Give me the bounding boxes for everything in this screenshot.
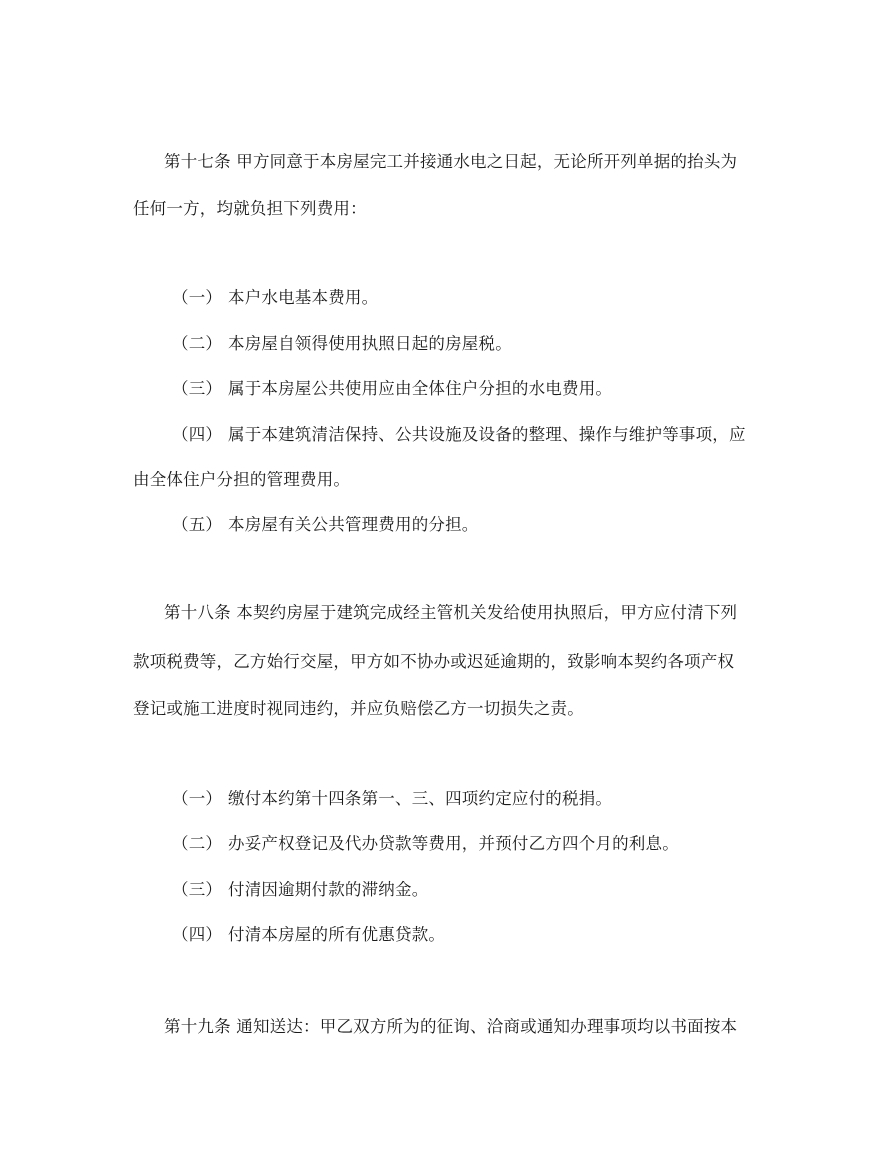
item-number: （一）	[172, 288, 223, 307]
article-18-line-2: 款项税费等，乙方始行交屋，甲方如不协办或迟延逾期的，致影响本契约各项产权	[133, 652, 735, 671]
item-text: 属于本房屋公共使用应由全体住户分担的水电费用。	[228, 379, 613, 398]
article-19-line-1: 第十九条 通知送达：甲乙双方所为的征询、洽商或通知办理事项均以书面按本	[164, 1017, 738, 1036]
article-17-item-2	[172, 334, 512, 354]
item-number: （五）	[172, 515, 223, 534]
item-text: 本房屋自领得使用执照日起的房屋税。	[228, 334, 512, 353]
article-18-item-3	[172, 880, 428, 900]
item-text: 缴付本约第十四条第一、三、四项约定应付的税捐。	[228, 789, 613, 808]
item-number: （二）	[172, 834, 223, 853]
item-number: （二）	[172, 334, 223, 353]
item-text: 付清因逾期付款的滞纳金。	[228, 880, 429, 899]
article-17-line-1: 第十七条 甲方同意于本房屋完工并接通水电之日起，无论所开列单据的抬头为	[164, 152, 738, 171]
article-17-line-2: 任何一方，均就负担下列费用：	[133, 199, 367, 218]
article-17-item-4-continuation: 由全体住户分担的管理费用。	[133, 470, 351, 489]
item-number: （三）	[172, 379, 223, 398]
item-text: 属于本建筑清洁保持、公共设施及设备的整理、操作与维护等事项，应	[228, 425, 746, 444]
article-18-item-2	[172, 834, 679, 854]
item-text: 付清本房屋的所有优惠贷款。	[228, 925, 446, 944]
article-18-item-1	[172, 789, 612, 809]
item-text: 本房屋有关公共管理费用的分担。	[228, 515, 479, 534]
item-text: 办妥产权登记及代办贷款等费用，并预付乙方四个月的利息。	[228, 834, 679, 853]
item-number: （一）	[172, 789, 223, 808]
article-17-item-3	[172, 379, 612, 399]
article-17-item-5	[172, 515, 479, 535]
item-number: （四）	[172, 925, 223, 944]
article-17-item-1	[172, 288, 378, 308]
article-18-line-3: 登记或施工进度时视同违约，并应负赔偿乙方一切损失之责。	[133, 699, 584, 718]
article-18-line-1: 第十八条 本契约房屋于建筑完成经主管机关发给使用执照后，甲方应付清下列	[164, 603, 738, 622]
item-text: 本户水电基本费用。	[228, 288, 379, 307]
item-number: （三）	[172, 880, 223, 899]
item-number: （四）	[172, 425, 223, 444]
article-18-item-4	[172, 925, 445, 945]
article-17-item-4	[172, 425, 746, 445]
